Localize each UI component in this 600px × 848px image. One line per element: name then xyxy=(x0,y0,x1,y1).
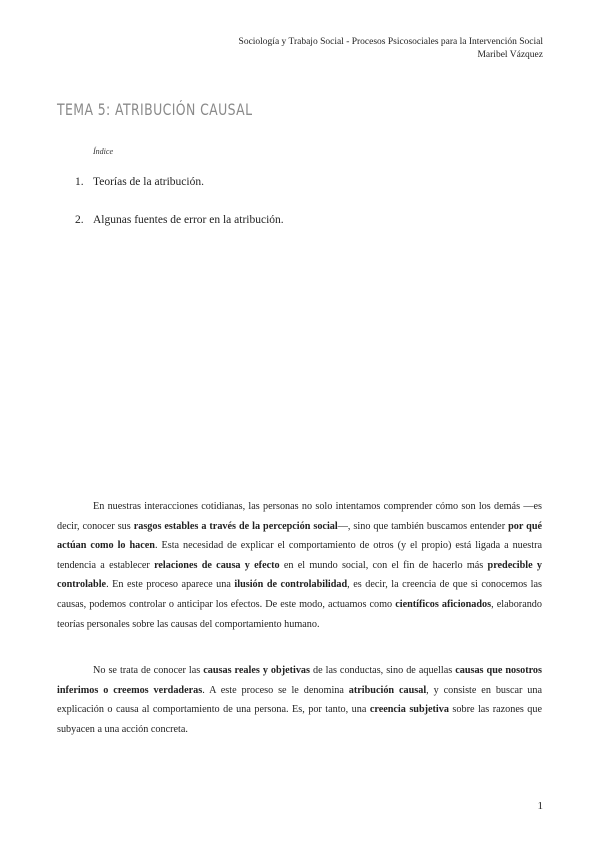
bold-text: ilusión de controlabilidad xyxy=(234,579,348,591)
toc-item-text: Teorías de la atribución. xyxy=(93,176,204,188)
header-author: Maribel Vázquez xyxy=(477,50,543,60)
text-run: en el mundo social, con el fin de hacerlo más xyxy=(279,559,488,571)
text-run: —, sino que también buscamos entender xyxy=(337,520,509,532)
text-run: , es decir, la creencia de que si conocemos las causas, podemos controlar o anticipar los efectos. De este modo, actuamos como xyxy=(57,579,542,610)
bold-text: predecible y controlable xyxy=(57,559,542,591)
text-run: No se trata de conocer las xyxy=(93,665,204,676)
page-header xyxy=(239,36,543,62)
toc-item xyxy=(75,176,204,188)
bold-text: relaciones de causa y efecto xyxy=(154,559,280,571)
bold-text: causas que nosotros inferimos o creemos verdaderas xyxy=(57,665,542,696)
bold-text: rasgos estables a través de la percepción social xyxy=(133,520,338,532)
text-run: En nuestras interacciones cotidianas, las personas no solo intentamos comprender cómo son los demás —es decir, conocer sus xyxy=(57,501,542,532)
body-paragraph-1 xyxy=(57,497,542,634)
header-course: Sociología y Trabajo Social - Procesos Psicosociales para la Intervención Social xyxy=(238,37,543,47)
bold-text: atribución causal xyxy=(348,684,427,696)
text-run: , y consiste en buscar una explicación o causa al comportamiento de una persona. Es, por tanto, una xyxy=(57,684,543,716)
text-run: , elaborando teorías personales sobre las causas del comportamiento humano. xyxy=(57,598,542,630)
toc-item-number: 2. xyxy=(75,214,84,226)
text-run: . A este proceso se le denomina xyxy=(202,684,349,696)
bold-text: creencia subjetiva xyxy=(369,704,449,716)
body-paragraph-2 xyxy=(57,661,542,739)
text-run: de las conductas, sino de aquellas xyxy=(309,665,456,676)
toc-item-number: 1. xyxy=(75,176,84,188)
text-run: . Esta necesidad de explicar el comportamiento de otros (y el propio) está ligada a nuestra tendencia a establecer xyxy=(57,540,543,571)
index-label: Índice xyxy=(93,147,113,156)
bold-text: científicos aficionados xyxy=(395,598,492,610)
page-title: TEMA 5: ATRIBUCIÓN CAUSAL xyxy=(57,100,253,119)
bold-text: por qué actúan como lo hacen xyxy=(57,520,543,552)
toc-item-text: Algunas fuentes de error en la atribución. xyxy=(93,214,284,226)
bold-text: causas reales y objetivas xyxy=(203,665,310,676)
text-run: sobre las razones que subyacen a una acción concreta. xyxy=(57,704,543,735)
toc-item xyxy=(75,214,284,226)
page-number: 1 xyxy=(537,800,543,812)
text-run: . En este proceso aparece una xyxy=(106,579,235,591)
